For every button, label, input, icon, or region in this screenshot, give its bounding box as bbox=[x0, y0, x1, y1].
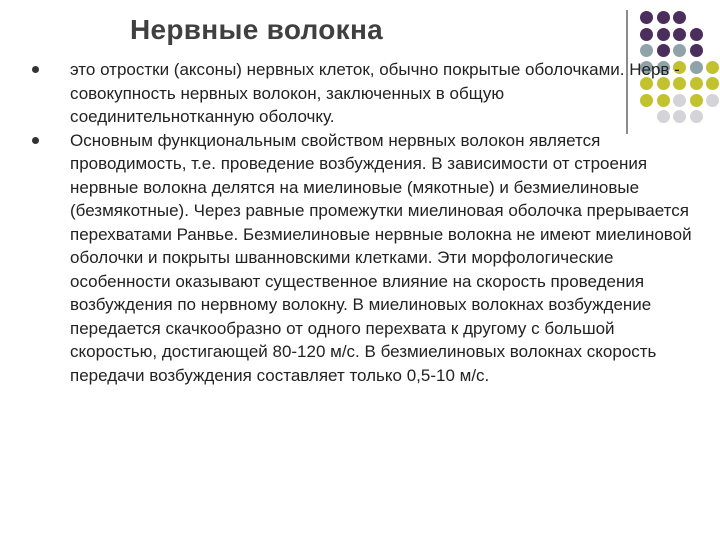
decorative-dot bbox=[706, 61, 719, 74]
bullet-text: Основным функциональным свойством нервных волокон является проводимость, т.е. проведение возбуждения. В зависимости от строения нервные волокна делятся на миелиновые (мякотные) и безмиелиновые (безмякотные). Через равные промежутки миелиновая оболочка прерывается перехватами Ранвье. Безмиелиновые нервные волокна не имеют миелиновой оболочки и покрыты шванновскими клетками. Эти морфологические особенности оказывают существенное влияние на скорость проведения возбуждения по нервному волокну. В миелиновых волокнах возбуждение передается скачкообразно от одного перехвата к другому с большой скоростью, достигающей 80-120 м/с. В безмиелиновых волокнах скорость передачи возбуждения составляет только 0,5-10 м/с. bbox=[70, 130, 692, 385]
bullet-item bbox=[32, 129, 692, 388]
decorative-dot bbox=[706, 77, 719, 90]
bullet-icon bbox=[32, 66, 39, 73]
bullet-icon bbox=[32, 137, 39, 144]
bullet-list bbox=[32, 58, 692, 387]
decorative-dot bbox=[673, 28, 686, 41]
bullet-item bbox=[32, 58, 692, 129]
decorative-dot bbox=[706, 94, 719, 107]
decorative-dot bbox=[690, 28, 703, 41]
decorative-dot bbox=[690, 44, 703, 57]
decorative-dot bbox=[673, 11, 686, 24]
decorative-dot bbox=[657, 11, 670, 24]
decorative-dot bbox=[657, 44, 670, 57]
decorative-dot bbox=[657, 28, 670, 41]
bullet-text: это отростки (аксоны) нервных клеток, обычно покрытые оболочками. Нерв - совокупность нервных волокон, заключенных в общую соединительнотканную оболочку. bbox=[70, 60, 680, 126]
decorative-dot bbox=[673, 44, 686, 57]
slide-title: Нервные волокна bbox=[130, 14, 384, 45]
decorative-dot bbox=[640, 28, 653, 41]
decorative-dot bbox=[640, 11, 653, 24]
decorative-dot bbox=[640, 44, 653, 57]
